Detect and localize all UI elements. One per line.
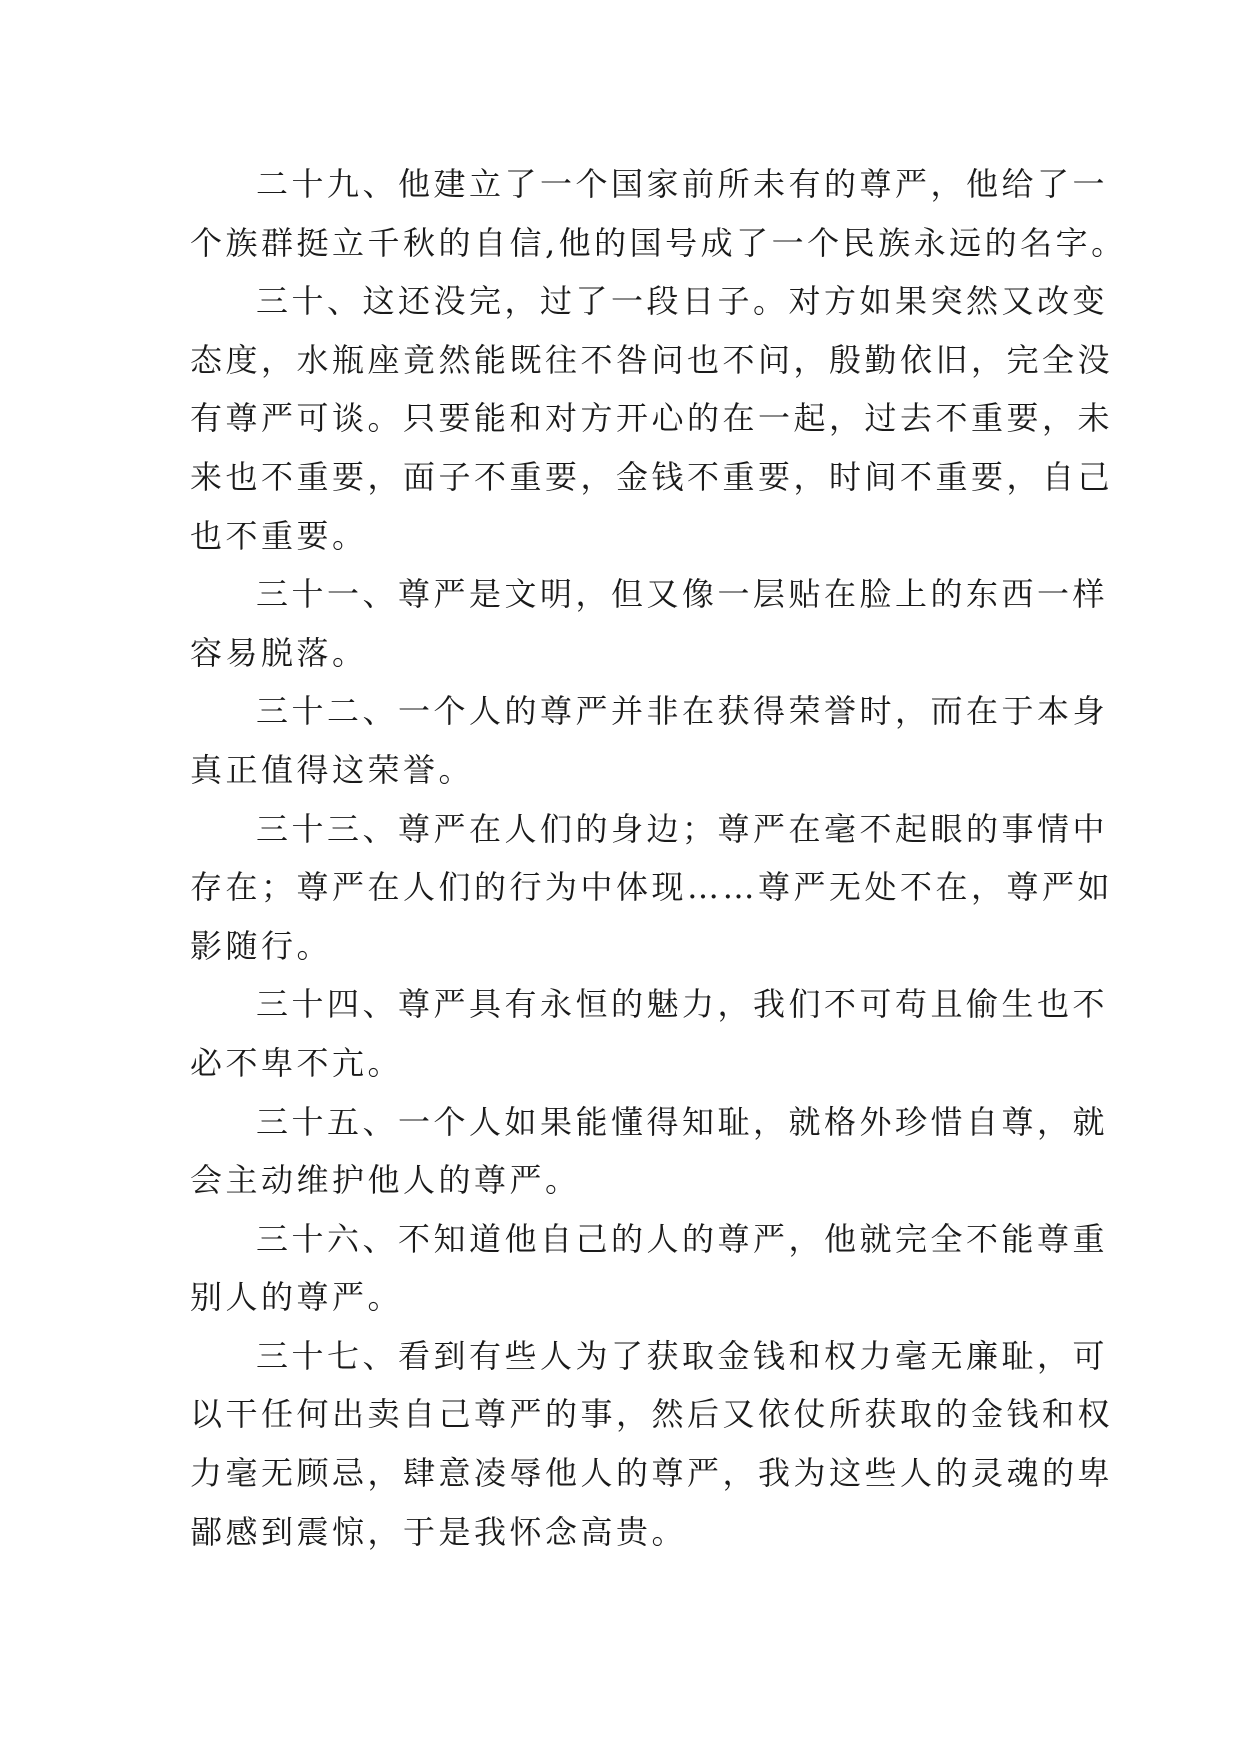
paragraph-line: 有尊严可谈。只要能和对方开心的在一起，过去不重要，未 — [190, 399, 1114, 438]
paragraph-line: 鄙感到震惊，于是我怀念高贵。 — [190, 1512, 688, 1551]
paragraph-line: 三十四、尊严具有永恒的魅力，我们不可苟且偷生也不 — [256, 985, 1109, 1024]
paragraph-line: 也不重要。 — [190, 516, 368, 555]
paragraph-line: 三十三、尊严在人们的身边；尊严在毫不起眼的事情中 — [256, 809, 1109, 848]
paragraph-33 — [190, 800, 1114, 976]
paragraph-line: 二十九、他建立了一个国家前所未有的尊严，他给了一 — [256, 165, 1109, 203]
paragraph-32 — [190, 682, 1109, 799]
paragraph-line: 会主动维护他人的尊严。 — [190, 1161, 581, 1200]
paragraph-line: 三十六、不知道他自己的人的尊严，他就完全不能尊重 — [256, 1219, 1109, 1258]
paragraph-line: 三十一、尊严是文明，但又像一层贴在脸上的东西一样 — [256, 575, 1109, 614]
paragraph-line: 个族群挺立千秋的自信,他的国号成了一个民族永远的名字。 — [190, 223, 1127, 262]
paragraph-line: 力毫无顾忌，肆意凌辱他人的尊严，我为这些人的灵魂的卑 — [190, 1454, 1114, 1493]
paragraph-line: 别人的尊严。 — [190, 1278, 404, 1317]
paragraph-line: 以干任何出卖自己尊严的事，然后又依仗所获取的金钱和权 — [190, 1395, 1114, 1434]
paragraph-line: 存在；尊严在人们的行为中体现……尊严无处不在，尊严如 — [190, 868, 1114, 907]
paragraph-line: 容易脱落。 — [190, 633, 368, 672]
paragraph-line: 态度，水瓶座竟然能既往不咎问也不问，殷勤依旧，完全没 — [190, 340, 1114, 379]
paragraph-line: 三十五、一个人如果能懂得知耻，就格外珍惜自尊，就 — [256, 1102, 1109, 1141]
paragraph-line: 影随行。 — [190, 926, 333, 965]
paragraph-line: 来也不重要，面子不重要，金钱不重要，时间不重要，自己 — [190, 457, 1114, 496]
paragraph-35 — [190, 1093, 1109, 1210]
paragraph-line: 三十七、看到有些人为了获取金钱和权力毫无廉耻，可 — [256, 1336, 1109, 1375]
paragraph-37 — [190, 1327, 1114, 1561]
document-body — [190, 155, 1127, 1561]
paragraph-line: 真正值得这荣誉。 — [190, 750, 475, 789]
paragraph-36 — [190, 1210, 1109, 1327]
paragraph-31 — [190, 565, 1109, 682]
paragraph-line: 三十二、一个人的尊严并非在获得荣誉时，而在于本身 — [256, 692, 1109, 731]
paragraph-30 — [190, 272, 1114, 565]
paragraph-line: 必不卑不亢。 — [190, 1043, 404, 1082]
paragraph-34 — [190, 975, 1109, 1092]
paragraph-29 — [190, 155, 1127, 272]
paragraph-line: 三十、这还没完，过了一段日子。对方如果突然又改变 — [256, 282, 1109, 321]
